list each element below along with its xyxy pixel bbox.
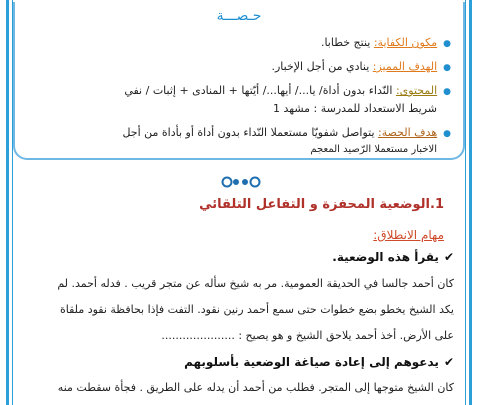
info-key: هدف الحصة: <box>378 126 438 139</box>
info-key: الهدف المميز: <box>372 60 438 73</box>
situation-line: على الأرض. أخذ أحمد يلاحق الشيخ و هو يصيح : ..................... <box>161 329 454 342</box>
info-line-content-cont <box>273 102 437 115</box>
info-line-competence <box>321 36 451 49</box>
info-text: شريط الاستعداد للمدرسة : مشهد 1 <box>273 102 437 115</box>
check-icon: ✔ <box>443 250 454 264</box>
task-rephrase <box>184 355 454 369</box>
info-line-session-goal-cont <box>310 144 437 155</box>
left-border <box>6 0 9 405</box>
info-key: المحتوى: <box>395 84 438 97</box>
info-text: يتواصل شفويّا مستعملا النّداء بدون أداة أو بأداة من أجل <box>122 126 379 139</box>
task-read <box>332 250 454 264</box>
info-line-objective <box>271 60 451 73</box>
right-border <box>469 0 472 405</box>
situation-line: يكد الشيخ يخطو بضع خطوات حتى سمع أحمد رنين نقود. التفت فإذا بحافظة نقود ملقاة <box>60 303 454 316</box>
bullet-icon: ● <box>443 129 451 139</box>
bullet-icon: ● <box>443 39 451 49</box>
task-text: يدعوهم إلى إعادة صياغة الوضعية بأسلوبهم <box>184 355 439 369</box>
section-subtitle: مهام الانطلاق: <box>373 228 444 242</box>
situation-line: كان أحمد جالسا في الحديقة العمومية. مر به شيخ سأله عن متجر قريب . فدله أحمد. لم <box>57 277 454 290</box>
bullet-icon: ● <box>443 87 451 97</box>
ornament-icon <box>220 176 264 188</box>
bullet-icon: ● <box>443 63 451 73</box>
info-text: ينتج خطابا. <box>320 36 374 49</box>
section-title: 1.الوضعية المحفزة و التفاعل التلقائي <box>199 197 444 212</box>
rephrase-line: كان الشيخ متوجها إلى المتجر. فطلب من أحمد أن يدله على الطريق . فجأة سقطت منه <box>57 381 454 394</box>
info-text: النّداء بدون أداة/ يا.../ أيها.../ أيّتها + المنادى + إثبات / نفي <box>124 84 396 97</box>
info-line-session-goal <box>122 126 451 139</box>
info-text: الاخبار مستعملا الرّصيد المعجم <box>310 144 437 155</box>
info-line-content <box>124 84 451 97</box>
box-title: حـصـــة <box>216 8 262 24</box>
right-border-inner <box>465 0 466 405</box>
info-key: مكون الكفاية: <box>373 36 438 49</box>
task-text: يقرأ هذه الوضعية. <box>332 250 439 264</box>
lesson-info-box <box>13 2 465 160</box>
info-text: ينادي من أجل الإخبار. <box>271 60 373 73</box>
check-icon: ✔ <box>443 355 454 369</box>
